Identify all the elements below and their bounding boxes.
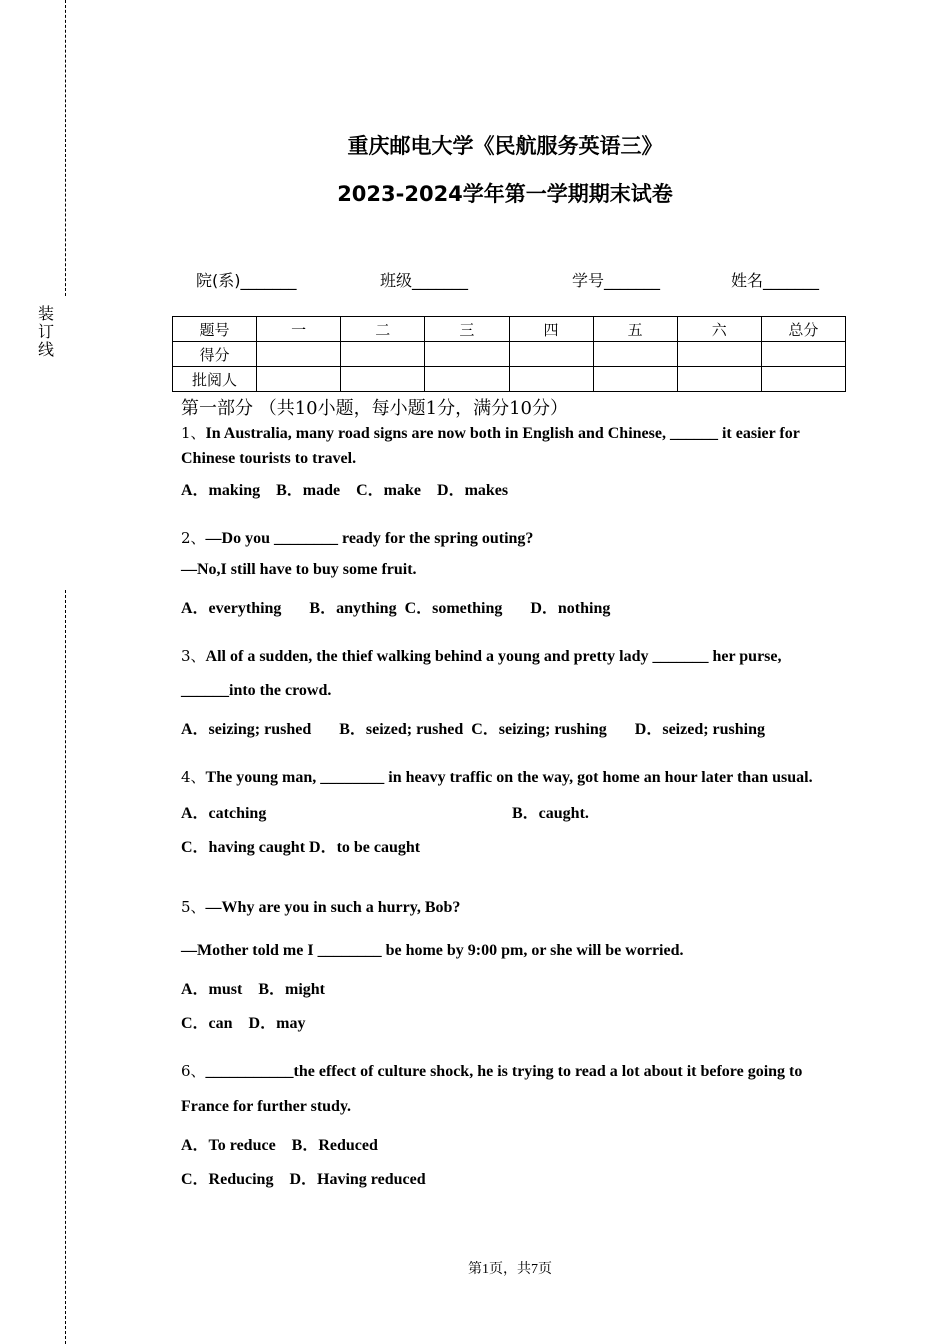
score-row-label: 得分: [173, 342, 257, 367]
score-cell[interactable]: [677, 342, 761, 367]
class-field: 班级_______: [380, 271, 469, 290]
question-6-line2: France for further study.: [181, 1098, 352, 1115]
question-3-options: A．seizing; rushed B．seized; rushed C．seizing; rushing D．seized; rushing: [181, 721, 766, 738]
question-4-option-a: A．catching: [181, 805, 267, 822]
question-3-line2: ______into the crowd.: [181, 682, 332, 699]
score-row: [173, 342, 846, 367]
header-cell: 五: [593, 317, 677, 342]
exam-title: 重庆邮电大学《民航服务英语三》: [347, 134, 663, 158]
grader-cell[interactable]: [509, 367, 593, 392]
score-cell[interactable]: [509, 342, 593, 367]
question-2-line1: [181, 527, 533, 548]
question-4-options-cd: C．having caught D．to be caught: [181, 839, 421, 856]
question-5-options-cd: C．can D．may: [181, 1015, 306, 1032]
question-text: In Australia, many road signs are now both in English and Chinese, ______ it easier for: [205, 425, 800, 442]
question-text: —Why are you in such a hurry, Bob?: [205, 899, 461, 916]
question-text: ___________the effect of culture shock, he is trying to read a lot about it before going to: [205, 1063, 803, 1080]
question-5-line1: [181, 896, 460, 917]
header-cell: 六: [677, 317, 761, 342]
grader-cell[interactable]: [425, 367, 509, 392]
header-cell: 总分: [761, 317, 845, 342]
question-4-option-b: B．caught.: [512, 805, 589, 822]
grader-cell[interactable]: [341, 367, 425, 392]
question-1-options: A．making B．made C．make D．makes: [181, 482, 509, 499]
question-3-line1: [181, 645, 782, 666]
grader-cell[interactable]: [593, 367, 677, 392]
student-id-field: 学号_______: [572, 271, 661, 290]
binding-label: 装 订 线: [37, 304, 54, 359]
department-field: 院(系)_______: [196, 271, 297, 290]
score-cell[interactable]: [341, 342, 425, 367]
header-cell: 二: [341, 317, 425, 342]
question-number: 3、: [181, 647, 206, 665]
section-title: 第一部分 （共10小题，每小题1分，满分10分）: [181, 398, 568, 419]
question-6-options-ab: A．To reduce B．Reduced: [181, 1137, 378, 1154]
question-text: —Do you ________ ready for the spring outing?: [205, 530, 534, 547]
page-footer: 第1页，共7页: [468, 1262, 552, 1277]
question-1-line1: [181, 422, 800, 443]
question-number: 2、: [181, 529, 206, 547]
score-cell[interactable]: [425, 342, 509, 367]
header-cell: 题号: [173, 317, 257, 342]
question-number: 6、: [181, 1062, 206, 1080]
grader-row-label: 批阅人: [173, 367, 257, 392]
score-cell[interactable]: [761, 342, 845, 367]
exam-subtitle: 2023-2024学年第一学期期末试卷: [337, 182, 673, 206]
score-cell[interactable]: [593, 342, 677, 367]
score-table: [172, 316, 846, 392]
score-table-header-row: [173, 317, 846, 342]
name-field: 姓名_______: [731, 271, 820, 290]
score-cell[interactable]: [257, 342, 341, 367]
header-cell: 三: [425, 317, 509, 342]
question-number: 5、: [181, 898, 206, 916]
question-1-line2: Chinese tourists to travel.: [181, 450, 357, 467]
binding-line-bottom: [65, 590, 66, 1344]
question-6-line1: [181, 1060, 802, 1081]
question-text: The young man, ________ in heavy traffic on the way, got home an hour later than usual.: [205, 769, 813, 786]
question-5-line2: —Mother told me I ________ be home by 9:00 pm, or she will be worried.: [181, 942, 684, 959]
question-number: 4、: [181, 768, 206, 786]
question-2-options: A．everything B．anything C．something D．nothing: [181, 600, 611, 617]
header-cell: 四: [509, 317, 593, 342]
question-6-options-cd: C．Reducing D．Having reduced: [181, 1171, 426, 1188]
grader-cell[interactable]: [257, 367, 341, 392]
header-cell: 一: [257, 317, 341, 342]
question-number: 1、: [181, 424, 206, 442]
question-2-line2: —No,I still have to buy some fruit.: [181, 561, 417, 578]
question-text: All of a sudden, the thief walking behind a young and pretty lady _______ her purse,: [205, 648, 782, 665]
grader-cell[interactable]: [677, 367, 761, 392]
grader-cell[interactable]: [761, 367, 845, 392]
question-5-options-ab: A．must B．might: [181, 981, 326, 998]
grader-row: [173, 367, 846, 392]
question-4-line1: [181, 766, 813, 787]
